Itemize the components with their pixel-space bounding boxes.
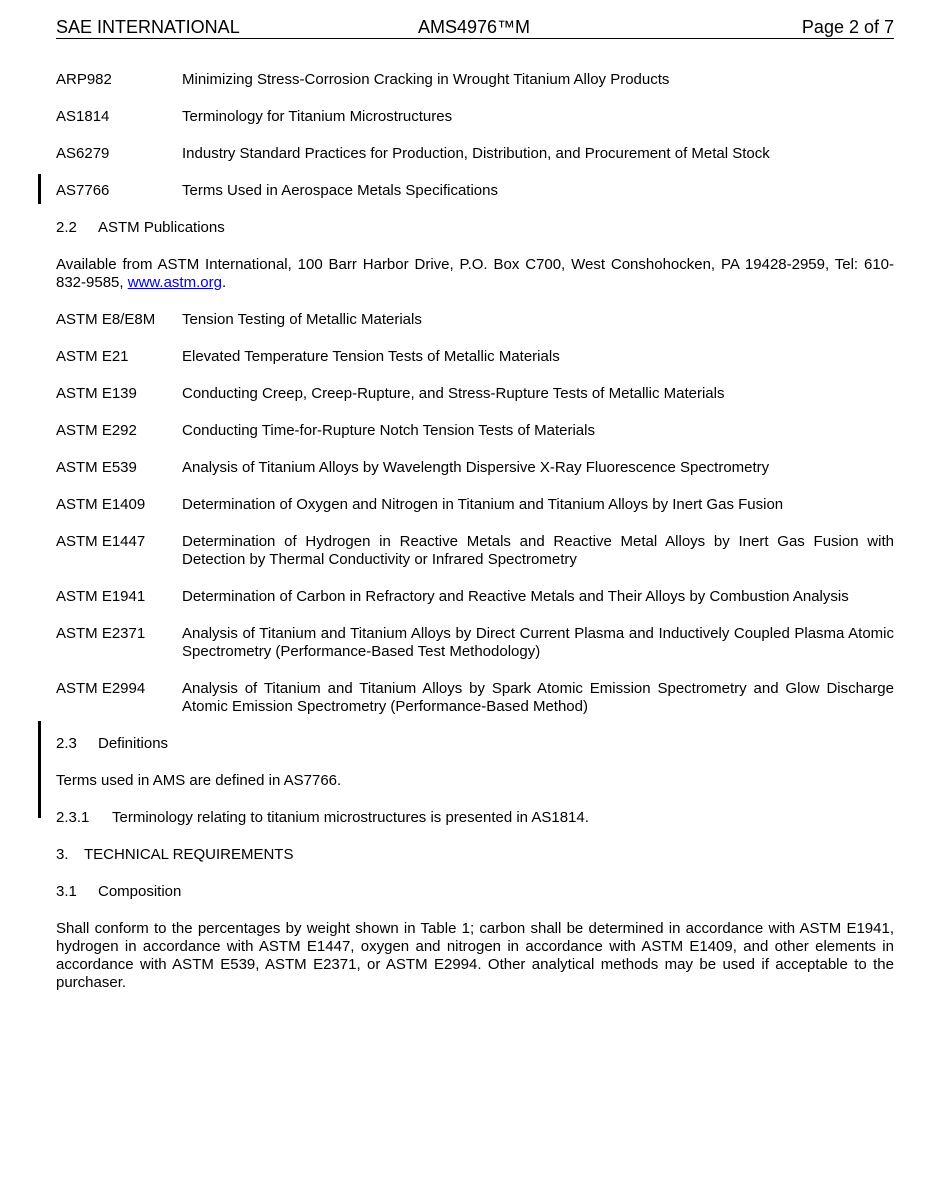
reference-title: Conducting Creep, Creep-Rupture, and Stress-Rupture Tests of Metallic Materials xyxy=(182,385,725,402)
reference-code: ASTM E8/E8M xyxy=(56,311,156,328)
section-heading-2-3 xyxy=(56,735,894,753)
change-bar-definitions xyxy=(38,721,41,818)
reference-title: Industry Standard Practices for Production, Distribution, and Procurement of Metal Stock xyxy=(182,145,770,162)
reference-row xyxy=(56,533,894,569)
reference-code: ASTM E539 xyxy=(56,459,137,476)
reference-title: Elevated Temperature Tension Tests of Metallic Materials xyxy=(182,348,560,365)
section-number: 3. xyxy=(56,846,69,863)
reference-row xyxy=(56,71,894,89)
reference-code: ASTM E1447 xyxy=(56,533,146,550)
reference-title: Conducting Time-for-Rupture Notch Tension Tests of Materials xyxy=(182,422,595,439)
section-title: TECHNICAL REQUIREMENTS xyxy=(84,846,294,863)
reference-code: AS1814 xyxy=(56,108,110,125)
section-text: Terminology relating to titanium microstructures is presented in AS1814. xyxy=(112,809,589,826)
reference-title: Terms Used in Aerospace Metals Specifications xyxy=(182,182,498,199)
reference-code: ASTM E2994 xyxy=(56,680,146,697)
reference-row xyxy=(56,311,894,329)
astm-website-link[interactable]: www.astm.org xyxy=(127,274,222,291)
definitions-paragraph: Terms used in AMS are defined in AS7766. xyxy=(56,772,342,789)
header-page-number: Page 2 of 7 xyxy=(801,17,894,37)
reference-row xyxy=(56,108,894,126)
reference-title: Analysis of Titanium and Titanium Alloys by Direct Current Plasma and Inductively Coupled Plasma Atomic Spectrometry (Performance-Based Test Methodology) xyxy=(182,625,894,660)
availability-period: . xyxy=(221,274,227,291)
reference-code: ASTM E2371 xyxy=(56,625,146,642)
reference-code: ASTM E1409 xyxy=(56,496,146,513)
reference-code: ARP982 xyxy=(56,71,112,88)
reference-title: Analysis of Titanium Alloys by Wavelength Dispersive X-Ray Fluorescence Spectrometry xyxy=(182,459,770,476)
reference-row xyxy=(56,588,894,606)
document-page xyxy=(56,14,894,992)
reference-row xyxy=(56,348,894,366)
astm-availability-paragraph xyxy=(56,256,894,292)
reference-code: ASTM E139 xyxy=(56,385,137,402)
reference-title: Determination of Hydrogen in Reactive Metals and Reactive Metal Alloys by Inert Gas Fusion with Detection by Thermal Conductivity or Infrared Spectrometry xyxy=(182,533,894,568)
reference-title: Tension Testing of Metallic Materials xyxy=(182,311,422,328)
section-heading-3 xyxy=(56,846,894,864)
reference-row xyxy=(56,680,894,716)
change-bar-as7766 xyxy=(38,174,41,204)
reference-row xyxy=(56,459,894,477)
section-number: 2.2 xyxy=(56,219,77,236)
section-number: 3.1 xyxy=(56,883,77,900)
reference-title: Minimizing Stress-Corrosion Cracking in Wrought Titanium Alloy Products xyxy=(182,71,670,88)
reference-code: ASTM E21 xyxy=(56,348,129,365)
availability-text: Available from ASTM International, 100 Barr Harbor Drive, P.O. Box C700, West Conshohocken, PA 19428-2959, Tel: 610-832-9585, xyxy=(56,256,894,291)
reference-row xyxy=(56,182,894,200)
header-document-number: AMS4976™M xyxy=(418,17,531,37)
reference-title: Determination of Carbon in Refractory and Reactive Metals and Their Alloys by Combustion Analysis xyxy=(182,588,849,605)
reference-row xyxy=(56,385,894,403)
section-number: 2.3 xyxy=(56,735,77,752)
reference-row xyxy=(56,625,894,661)
reference-row xyxy=(56,422,894,440)
reference-title: Determination of Oxygen and Nitrogen in Titanium and Titanium Alloys by Inert Gas Fusion xyxy=(182,496,784,513)
section-number: 2.3.1 xyxy=(56,809,90,826)
reference-code: AS7766 xyxy=(56,182,110,199)
reference-code: ASTM E1941 xyxy=(56,588,146,605)
section-title: Composition xyxy=(98,883,182,900)
header-organization: SAE INTERNATIONAL xyxy=(56,17,240,37)
section-title: ASTM Publications xyxy=(98,219,225,236)
reference-row xyxy=(56,145,894,163)
reference-code: ASTM E292 xyxy=(56,422,137,439)
section-heading-3-1 xyxy=(56,883,894,901)
section-heading-2-3-1 xyxy=(56,809,894,827)
composition-paragraph: Shall conform to the percentages by weight shown in Table 1; carbon shall be determined in accordance with ASTM E1941, hydrogen in accordance with ASTM E1447, oxygen and nitrogen in accordance with ASTM E1409, and other elements in accordance with ASTM E539, ASTM E2371, or ASTM E2994. Other analytical methods may be used if acceptable to the purchaser. xyxy=(56,920,894,991)
section-heading-2-2 xyxy=(56,219,894,237)
reference-code: AS6279 xyxy=(56,145,110,162)
section-title: Definitions xyxy=(98,735,169,752)
page-header xyxy=(56,14,894,39)
reference-title: Analysis of Titanium and Titanium Alloys by Spark Atomic Emission Spectrometry and Glow Discharge Atomic Emission Spectrometry (Performance-Based Method) xyxy=(182,680,894,715)
reference-title: Terminology for Titanium Microstructures xyxy=(182,108,453,125)
reference-row xyxy=(56,496,894,514)
